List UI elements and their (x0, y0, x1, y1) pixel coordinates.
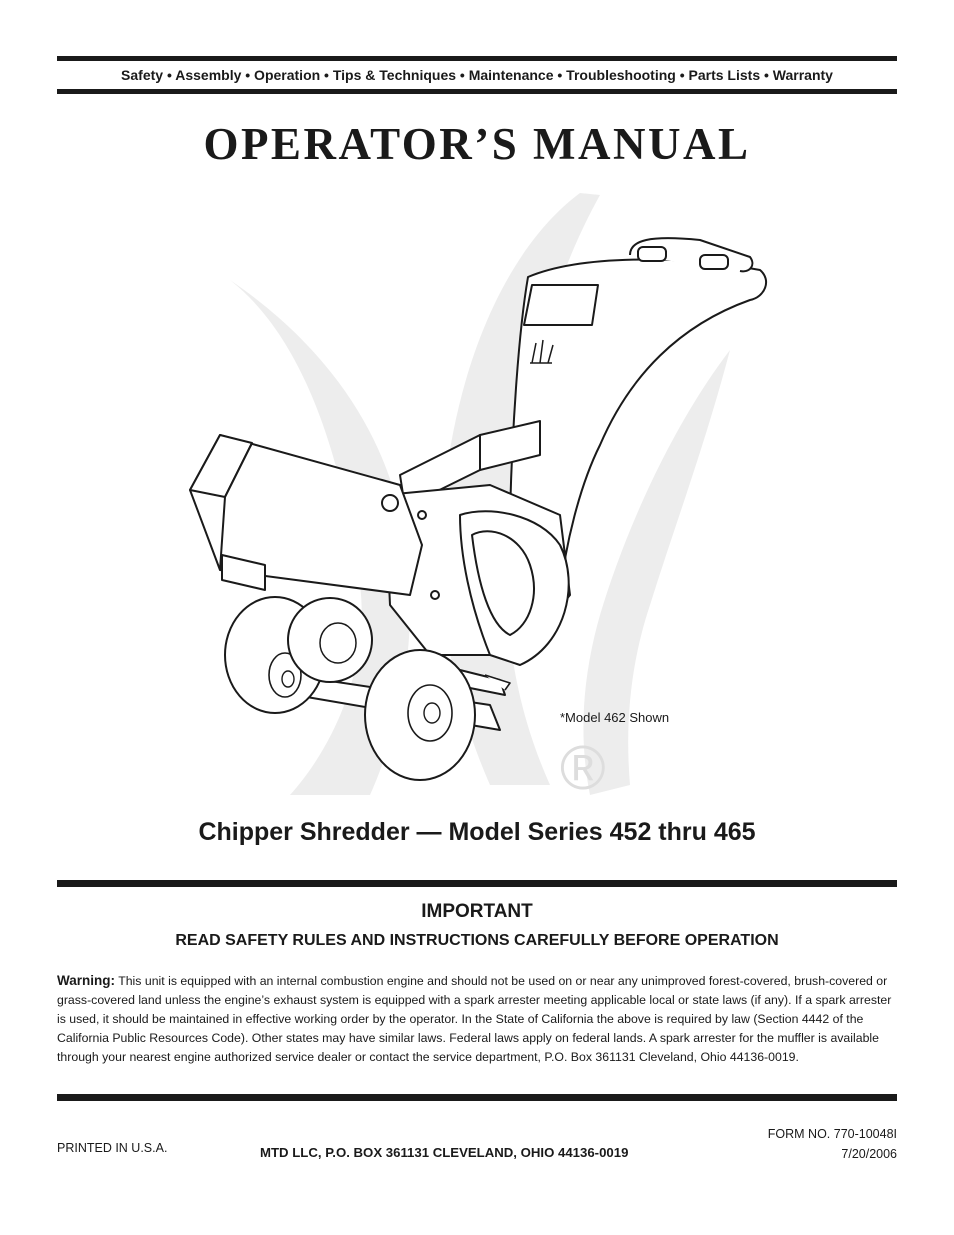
mid-rule (57, 880, 897, 887)
printed-in: PRINTED IN U.S.A. (57, 1141, 168, 1155)
read-safety-heading: READ SAFETY RULES AND INSTRUCTIONS CAREFULLY BEFORE OPERATION (175, 932, 779, 949)
illustration-caption: *Model 462 Shown (560, 710, 670, 725)
top-rule-upper (57, 56, 897, 61)
form-number: FORM NO. 770-10048I (767, 1127, 897, 1141)
section-list: Safety • Assembly • Operation • Tips & Techniques • Maintenance • Troubleshooting • Parts Lists • Warranty (121, 67, 833, 83)
chipper-shredder-illustration (160, 185, 800, 805)
registered-mark: ® (560, 734, 606, 803)
warning-label: Warning: (57, 973, 115, 988)
manual-title: OPERATOR’S MANUAL (203, 119, 751, 169)
company-address: MTD LLC, P.O. BOX 361131 CLEVELAND, OHIO 44136-0019 (260, 1145, 629, 1160)
bottom-rule (57, 1094, 897, 1101)
form-date: 7/20/2006 (841, 1147, 897, 1161)
chute-window (524, 285, 598, 325)
chute-handle-right (700, 255, 728, 269)
warning-paragraph (57, 971, 897, 1067)
warning-text: This unit is equipped with an internal combustion engine and should not be used on or near any unimproved forest-covered, brush-covered or grass-covered land unless the engine’s exhaust system is equipped with a spark arrester meeting applicable local or state laws (if any). If a spark arrester is used, it should be maintained in effective working order by the operator. In the State of California the above is required by law (Section 4442 of the California Public Resources Code). Other states may have similar laws. Federal laws apply on federal lands. A spark arrester for the muffler is available through your nearest engine authorized service dealer or contact the service department, P.O. Box 361131 Cleveland, Ohio 44136-0019. (57, 974, 892, 1064)
engine-cap (382, 495, 398, 511)
chute-handle-left (638, 247, 666, 261)
product-title: Chipper Shredder — Model Series 452 thru 465 (198, 818, 756, 846)
important-heading: IMPORTANT (421, 901, 533, 922)
top-rule-lower (57, 89, 897, 94)
form-info (768, 1124, 897, 1164)
